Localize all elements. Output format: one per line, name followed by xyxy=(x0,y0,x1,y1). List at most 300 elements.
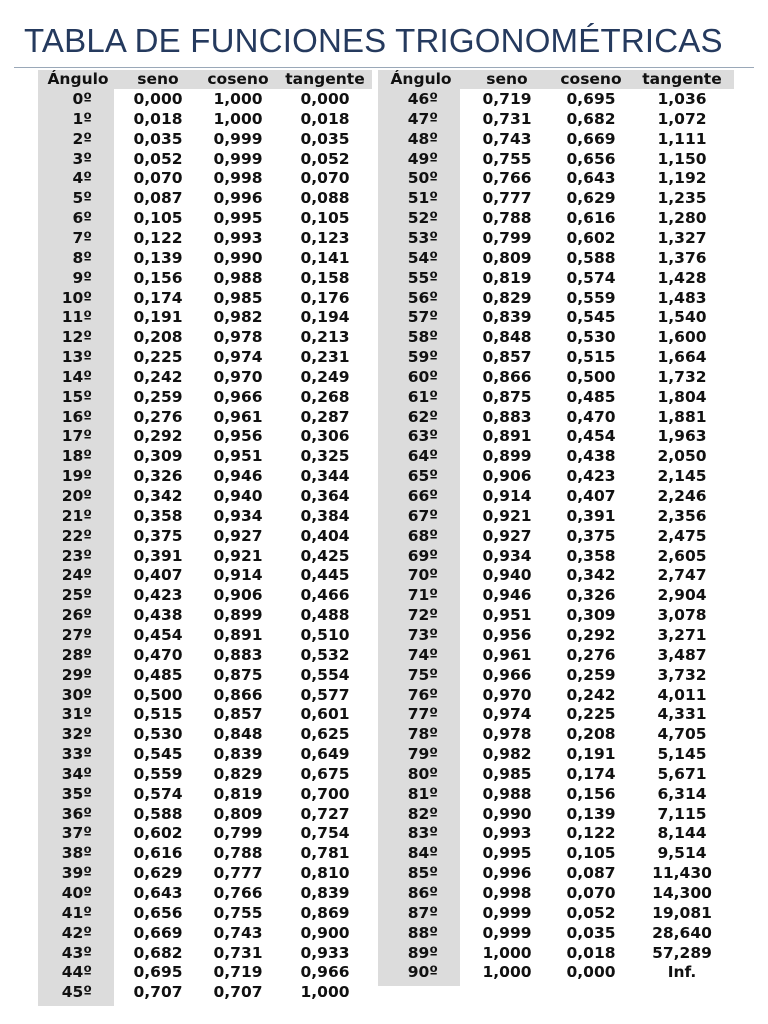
tangente-cell: 6,314 xyxy=(657,784,707,803)
coseno-cell: 0,156 xyxy=(566,784,616,803)
tangente-cell: 0,404 xyxy=(300,526,350,545)
coseno-cell: 0,974 xyxy=(213,348,263,367)
tangente-cell: 14,300 xyxy=(652,884,712,902)
seno-cell: 0,956 xyxy=(482,625,532,644)
coseno-cell: 0,588 xyxy=(566,248,616,267)
angle-cell: 38º xyxy=(61,844,92,863)
seno-cell: 0,829 xyxy=(482,288,532,307)
tangente-cell: 57,289 xyxy=(652,943,712,962)
coseno-cell: 0,070 xyxy=(566,884,616,902)
angle-cell: 42º xyxy=(61,923,92,942)
header-coseno: coseno xyxy=(560,70,622,88)
tangente-cell: 0,000 xyxy=(300,90,350,108)
coseno-cell: 0,309 xyxy=(566,606,616,625)
angle-cell: 27º xyxy=(61,625,92,644)
tangente-cell: 0,364 xyxy=(300,487,350,505)
coseno-cell: 0,423 xyxy=(566,467,616,486)
angle-cell: 48º xyxy=(407,129,438,148)
angle-cell: 59º xyxy=(407,348,438,367)
coseno-cell: 0,946 xyxy=(213,467,263,486)
angle-cell: 33º xyxy=(61,745,92,764)
seno-cell: 0,276 xyxy=(133,407,183,426)
tangente-cell: 2,050 xyxy=(657,447,707,466)
coseno-cell: 0,470 xyxy=(566,407,616,426)
seno-cell: 0,515 xyxy=(133,705,183,724)
angle-cell: 43º xyxy=(61,943,92,962)
seno-cell: 0,470 xyxy=(133,645,183,664)
angle-cell: 71º xyxy=(407,586,438,605)
coseno-cell: 0,899 xyxy=(213,606,263,625)
tangente-cell: 0,532 xyxy=(300,645,350,664)
coseno-cell: 0,656 xyxy=(566,149,616,168)
angle-cell: 72º xyxy=(407,606,438,625)
tangente-cell: 1,664 xyxy=(657,348,707,367)
angle-cell: 47º xyxy=(407,109,438,128)
seno-cell: 0,974 xyxy=(482,705,532,724)
seno-cell: 0,927 xyxy=(482,526,532,545)
coseno-cell: 1,000 xyxy=(213,109,263,128)
seno-cell: 0,990 xyxy=(482,804,532,823)
tangente-cell: 1,376 xyxy=(657,248,707,267)
angle-cell: 9º xyxy=(72,268,92,287)
coseno-cell: 0,927 xyxy=(213,526,263,545)
seno-cell: 0,993 xyxy=(482,824,532,843)
coseno-cell: 0,978 xyxy=(213,328,263,347)
coseno-cell: 0,174 xyxy=(566,764,616,783)
seno-cell: 0,530 xyxy=(133,725,183,744)
angle-cell: 87º xyxy=(407,903,438,922)
coseno-cell: 0,766 xyxy=(213,884,263,902)
angle-cell: 3º xyxy=(72,149,92,168)
tangente-cell: 4,705 xyxy=(657,725,707,744)
tangente-cell: 4,331 xyxy=(657,705,707,724)
seno-cell: 0,656 xyxy=(133,903,183,922)
seno-cell: 0,208 xyxy=(133,328,183,347)
angle-cell: 49º xyxy=(407,149,438,168)
tangente-cell: 0,754 xyxy=(300,824,350,843)
seno-cell: 0,485 xyxy=(133,665,183,684)
seno-cell: 0,574 xyxy=(133,784,183,803)
angle-cell: 30º xyxy=(61,685,92,704)
coseno-cell: 0,777 xyxy=(213,864,263,883)
angle-cell: 34º xyxy=(61,764,92,783)
coseno-cell: 0,208 xyxy=(566,725,616,744)
seno-cell: 0,707 xyxy=(133,983,183,1002)
tangente-cell: 1,150 xyxy=(657,149,707,168)
coseno-cell: 0,866 xyxy=(213,685,263,704)
coseno-cell: 0,454 xyxy=(566,427,616,446)
coseno-cell: 0,139 xyxy=(566,804,616,823)
tangente-cell: 0,577 xyxy=(300,685,350,704)
seno-cell: 0,035 xyxy=(133,129,183,148)
seno-cell: 0,407 xyxy=(133,566,183,585)
tangente-cell: 7,115 xyxy=(657,804,707,823)
coseno-cell: 0,819 xyxy=(213,784,263,803)
tangente-cell: 3,271 xyxy=(657,625,707,644)
seno-cell: 0,122 xyxy=(133,228,183,247)
angle-cell: 4º xyxy=(72,169,92,188)
coseno-cell: 0,545 xyxy=(566,308,616,327)
coseno-cell: 0,407 xyxy=(566,487,616,505)
angle-cell: 54º xyxy=(407,248,438,267)
coseno-cell: 0,883 xyxy=(213,645,263,664)
angle-cell: 12º xyxy=(61,328,92,347)
angle-cell: 68º xyxy=(407,526,438,545)
seno-cell: 0,616 xyxy=(133,844,183,863)
seno-cell: 0,588 xyxy=(133,804,183,823)
tangente-cell: 0,158 xyxy=(300,268,350,287)
coseno-cell: 0,375 xyxy=(566,526,616,545)
tangente-cell: 0,249 xyxy=(300,367,350,386)
seno-cell: 0,857 xyxy=(482,348,532,367)
seno-cell: 0,777 xyxy=(482,189,532,208)
tangente-cell: 1,280 xyxy=(657,209,707,228)
seno-cell: 0,695 xyxy=(133,963,183,982)
angle-cell: 36º xyxy=(61,804,92,823)
coseno-cell: 0,616 xyxy=(566,209,616,228)
seno-cell: 0,766 xyxy=(482,169,532,188)
angle-cell: 18º xyxy=(61,447,92,466)
seno-cell: 0,559 xyxy=(133,764,183,783)
seno-cell: 0,875 xyxy=(482,387,532,406)
coseno-cell: 0,669 xyxy=(566,129,616,148)
seno-cell: 0,545 xyxy=(133,745,183,764)
tangente-cell: 2,356 xyxy=(657,506,707,525)
tangente-cell: 2,246 xyxy=(657,487,707,505)
tangente-cell: 0,213 xyxy=(300,328,350,347)
seno-cell: 0,682 xyxy=(133,943,183,962)
angle-cell: 58º xyxy=(407,328,438,347)
coseno-cell: 0,996 xyxy=(213,189,263,208)
angle-cell: 74º xyxy=(407,645,438,664)
seno-cell: 1,000 xyxy=(482,943,532,962)
tangente-cell: 2,747 xyxy=(657,566,707,585)
seno-cell: 0,719 xyxy=(482,90,532,108)
tangente-cell: 0,625 xyxy=(300,725,350,744)
seno-cell: 0,755 xyxy=(482,149,532,168)
coseno-cell: 0,242 xyxy=(566,685,616,704)
angle-cell: 57º xyxy=(407,308,438,327)
angle-cell: 32º xyxy=(61,725,92,744)
seno-cell: 0,438 xyxy=(133,606,183,625)
coseno-cell: 0,993 xyxy=(213,228,263,247)
angle-cell: 7º xyxy=(72,228,92,247)
seno-cell: 0,978 xyxy=(482,725,532,744)
tangente-cell: 0,088 xyxy=(300,189,350,208)
coseno-cell: 0,999 xyxy=(213,129,263,148)
tangente-cell: 5,145 xyxy=(657,745,707,764)
coseno-cell: 0,035 xyxy=(566,923,616,942)
coseno-cell: 1,000 xyxy=(213,90,263,108)
coseno-cell: 0,438 xyxy=(566,447,616,466)
seno-cell: 0,242 xyxy=(133,367,183,386)
seno-cell: 0,000 xyxy=(133,90,183,108)
coseno-cell: 0,574 xyxy=(566,268,616,287)
seno-cell: 0,985 xyxy=(482,764,532,783)
coseno-cell: 0,707 xyxy=(213,983,263,1002)
seno-cell: 0,309 xyxy=(133,447,183,466)
tangente-cell: 2,145 xyxy=(657,467,707,486)
angle-cell: 44º xyxy=(61,963,92,982)
coseno-cell: 0,998 xyxy=(213,169,263,188)
coseno-cell: 0,731 xyxy=(213,943,263,962)
seno-cell: 0,982 xyxy=(482,745,532,764)
angle-cell: 22º xyxy=(61,526,92,545)
tangente-cell: 0,675 xyxy=(300,764,350,783)
angle-cell: 26º xyxy=(61,606,92,625)
seno-cell: 0,743 xyxy=(482,129,532,148)
coseno-cell: 0,500 xyxy=(566,367,616,386)
tangente-cell: 0,018 xyxy=(300,109,350,128)
angle-cell: 28º xyxy=(61,645,92,664)
tangente-cell: 0,727 xyxy=(300,804,350,823)
seno-cell: 0,799 xyxy=(482,228,532,247)
tangente-cell: 0,268 xyxy=(300,387,350,406)
seno-cell: 0,375 xyxy=(133,526,183,545)
tangente-cell: 0,869 xyxy=(300,903,350,922)
angle-cell: 5º xyxy=(72,189,92,208)
coseno-cell: 0,682 xyxy=(566,109,616,128)
angle-cell: 25º xyxy=(61,586,92,605)
angle-cell: 65º xyxy=(407,467,438,486)
coseno-cell: 0,018 xyxy=(566,943,616,962)
angle-cell: 63º xyxy=(407,427,438,446)
seno-cell: 0,139 xyxy=(133,248,183,267)
tangente-cell: 0,231 xyxy=(300,348,350,367)
tangente-cell: 3,732 xyxy=(657,665,707,684)
tangente-cell: 1,732 xyxy=(657,367,707,386)
tangente-cell: 0,194 xyxy=(300,308,350,327)
angle-cell: 0º xyxy=(72,90,92,108)
tangente-cell: 0,105 xyxy=(300,209,350,228)
angle-cell: 35º xyxy=(61,784,92,803)
angle-cell: 2º xyxy=(72,129,92,148)
seno-cell: 0,809 xyxy=(482,248,532,267)
seno-cell: 0,921 xyxy=(482,506,532,525)
seno-cell: 0,998 xyxy=(482,884,532,902)
coseno-cell: 0,951 xyxy=(213,447,263,466)
coseno-cell: 0,799 xyxy=(213,824,263,843)
tangente-cell: 1,327 xyxy=(657,228,707,247)
angle-cell: 24º xyxy=(61,566,92,585)
angle-cell: 23º xyxy=(61,546,92,565)
tangente-cell: 2,605 xyxy=(657,546,707,565)
coseno-cell: 0,982 xyxy=(213,308,263,327)
angle-cell: 15º xyxy=(61,387,92,406)
angle-cell: 66º xyxy=(407,487,438,505)
angle-cell: 53º xyxy=(407,228,438,247)
tangente-cell: 0,445 xyxy=(300,566,350,585)
angle-cell: 50º xyxy=(407,169,438,188)
tangente-cell: 8,144 xyxy=(657,824,707,843)
seno-cell: 0,819 xyxy=(482,268,532,287)
coseno-cell: 0,961 xyxy=(213,407,263,426)
tangente-cell: 2,904 xyxy=(657,586,707,605)
angle-cell: 55º xyxy=(407,268,438,287)
coseno-cell: 0,999 xyxy=(213,149,263,168)
tangente-cell: 0,035 xyxy=(300,129,350,148)
angle-cell: 67º xyxy=(407,506,438,525)
tangente-cell: Inf. xyxy=(667,963,697,982)
header-tangente: tangente xyxy=(285,70,365,88)
seno-cell: 0,105 xyxy=(133,209,183,228)
tangente-cell: 1,881 xyxy=(657,407,707,426)
coseno-cell: 0,921 xyxy=(213,546,263,565)
tangente-cell: 1,600 xyxy=(657,328,707,347)
coseno-cell: 0,985 xyxy=(213,288,263,307)
tangente-cell: 0,933 xyxy=(300,943,350,962)
seno-cell: 0,891 xyxy=(482,427,532,446)
seno-cell: 0,731 xyxy=(482,109,532,128)
coseno-cell: 0,988 xyxy=(213,268,263,287)
angle-cell: 6º xyxy=(72,209,92,228)
seno-cell: 0,191 xyxy=(133,308,183,327)
header-coseno: coseno xyxy=(207,70,269,88)
seno-cell: 0,423 xyxy=(133,586,183,605)
angle-cell: 19º xyxy=(61,467,92,486)
coseno-cell: 0,848 xyxy=(213,725,263,744)
angle-cell: 89º xyxy=(407,943,438,962)
seno-cell: 0,999 xyxy=(482,923,532,942)
tangente-cell: 0,649 xyxy=(300,745,350,764)
tangente-cell: 0,966 xyxy=(300,963,350,982)
angle-cell: 20º xyxy=(61,487,92,505)
angle-cell: 60º xyxy=(407,367,438,386)
tangente-cell: 0,900 xyxy=(300,923,350,942)
coseno-cell: 0,934 xyxy=(213,506,263,525)
angle-cell: 64º xyxy=(407,447,438,466)
coseno-cell: 0,259 xyxy=(566,665,616,684)
tangente-cell: 0,810 xyxy=(300,864,350,883)
seno-cell: 1,000 xyxy=(482,963,532,982)
coseno-cell: 0,602 xyxy=(566,228,616,247)
coseno-cell: 0,276 xyxy=(566,645,616,664)
coseno-cell: 0,105 xyxy=(566,844,616,863)
angle-cell: 85º xyxy=(407,864,438,883)
angle-cell: 62º xyxy=(407,407,438,426)
seno-cell: 0,966 xyxy=(482,665,532,684)
header-tangente: tangente xyxy=(642,70,722,88)
tangente-cell: 9,514 xyxy=(657,844,707,863)
coseno-cell: 0,829 xyxy=(213,764,263,783)
seno-cell: 0,225 xyxy=(133,348,183,367)
coseno-cell: 0,225 xyxy=(566,705,616,724)
tangente-cell: 19,081 xyxy=(652,903,712,922)
seno-cell: 0,342 xyxy=(133,487,183,505)
coseno-cell: 0,966 xyxy=(213,387,263,406)
angle-cell: 83º xyxy=(407,824,438,843)
coseno-cell: 0,891 xyxy=(213,625,263,644)
seno-cell: 0,174 xyxy=(133,288,183,307)
tangente-cell: 0,488 xyxy=(300,606,350,625)
tangente-cell: 0,839 xyxy=(300,884,350,902)
seno-cell: 0,970 xyxy=(482,685,532,704)
coseno-cell: 0,052 xyxy=(566,903,616,922)
angle-cell: 56º xyxy=(407,288,438,307)
seno-cell: 0,906 xyxy=(482,467,532,486)
coseno-cell: 0,629 xyxy=(566,189,616,208)
seno-cell: 0,961 xyxy=(482,645,532,664)
seno-cell: 0,788 xyxy=(482,209,532,228)
coseno-cell: 0,559 xyxy=(566,288,616,307)
seno-cell: 0,326 xyxy=(133,467,183,486)
tangente-cell: 3,078 xyxy=(657,606,707,625)
coseno-cell: 0,990 xyxy=(213,248,263,267)
angle-cell: 17º xyxy=(61,427,92,446)
seno-cell: 0,358 xyxy=(133,506,183,525)
coseno-cell: 0,743 xyxy=(213,923,263,942)
tangente-cell: 1,540 xyxy=(657,308,707,327)
tangente-cell: 3,487 xyxy=(657,645,707,664)
tangente-cell: 0,306 xyxy=(300,427,350,446)
seno-cell: 0,988 xyxy=(482,784,532,803)
coseno-cell: 0,530 xyxy=(566,328,616,347)
seno-cell: 0,070 xyxy=(133,169,183,188)
seno-cell: 0,866 xyxy=(482,367,532,386)
seno-cell: 0,500 xyxy=(133,685,183,704)
coseno-cell: 0,940 xyxy=(213,487,263,505)
coseno-cell: 0,956 xyxy=(213,427,263,446)
tangente-cell: 1,483 xyxy=(657,288,707,307)
coseno-cell: 0,755 xyxy=(213,903,263,922)
seno-cell: 0,156 xyxy=(133,268,183,287)
coseno-cell: 0,719 xyxy=(213,963,263,982)
coseno-cell: 0,857 xyxy=(213,705,263,724)
seno-cell: 0,643 xyxy=(133,884,183,902)
tangente-cell: 1,804 xyxy=(657,387,707,406)
angle-cell: 90º xyxy=(407,963,438,982)
tangente-cell: 0,141 xyxy=(300,248,350,267)
seno-cell: 0,995 xyxy=(482,844,532,863)
tangente-cell: 4,011 xyxy=(657,685,707,704)
seno-cell: 0,883 xyxy=(482,407,532,426)
tangente-cell: 1,235 xyxy=(657,189,707,208)
angle-cell: 8º xyxy=(72,248,92,267)
coseno-cell: 0,391 xyxy=(566,506,616,525)
coseno-cell: 0,809 xyxy=(213,804,263,823)
seno-cell: 0,602 xyxy=(133,824,183,843)
angle-cell: 82º xyxy=(407,804,438,823)
angle-cell: 13º xyxy=(61,348,92,367)
tangente-cell: 0,176 xyxy=(300,288,350,307)
seno-cell: 0,087 xyxy=(133,189,183,208)
angle-cell: 78º xyxy=(407,725,438,744)
tangente-cell: 0,601 xyxy=(300,705,350,724)
page-title: TABLA DE FUNCIONES TRIGONOMÉTRICAS xyxy=(24,22,723,59)
coseno-cell: 0,995 xyxy=(213,209,263,228)
seno-cell: 0,940 xyxy=(482,566,532,585)
tangente-cell: 0,344 xyxy=(300,467,350,486)
angle-cell: 70º xyxy=(407,566,438,585)
seno-cell: 0,259 xyxy=(133,387,183,406)
angle-cell: 73º xyxy=(407,625,438,644)
coseno-cell: 0,906 xyxy=(213,586,263,605)
header-angle: Ángulo xyxy=(390,70,452,88)
tangente-cell: 1,000 xyxy=(300,983,350,1002)
angle-cell: 76º xyxy=(407,685,438,704)
seno-cell: 0,018 xyxy=(133,109,183,128)
angle-cell: 41º xyxy=(61,903,92,922)
seno-cell: 0,996 xyxy=(482,864,532,883)
angle-cell: 75º xyxy=(407,665,438,684)
coseno-cell: 0,122 xyxy=(566,824,616,843)
tangente-cell: 5,671 xyxy=(657,764,707,783)
tangente-cell: 2,475 xyxy=(657,526,707,545)
coseno-cell: 0,358 xyxy=(566,546,616,565)
seno-cell: 0,934 xyxy=(482,546,532,565)
header-seno: seno xyxy=(486,70,528,88)
seno-cell: 0,946 xyxy=(482,586,532,605)
